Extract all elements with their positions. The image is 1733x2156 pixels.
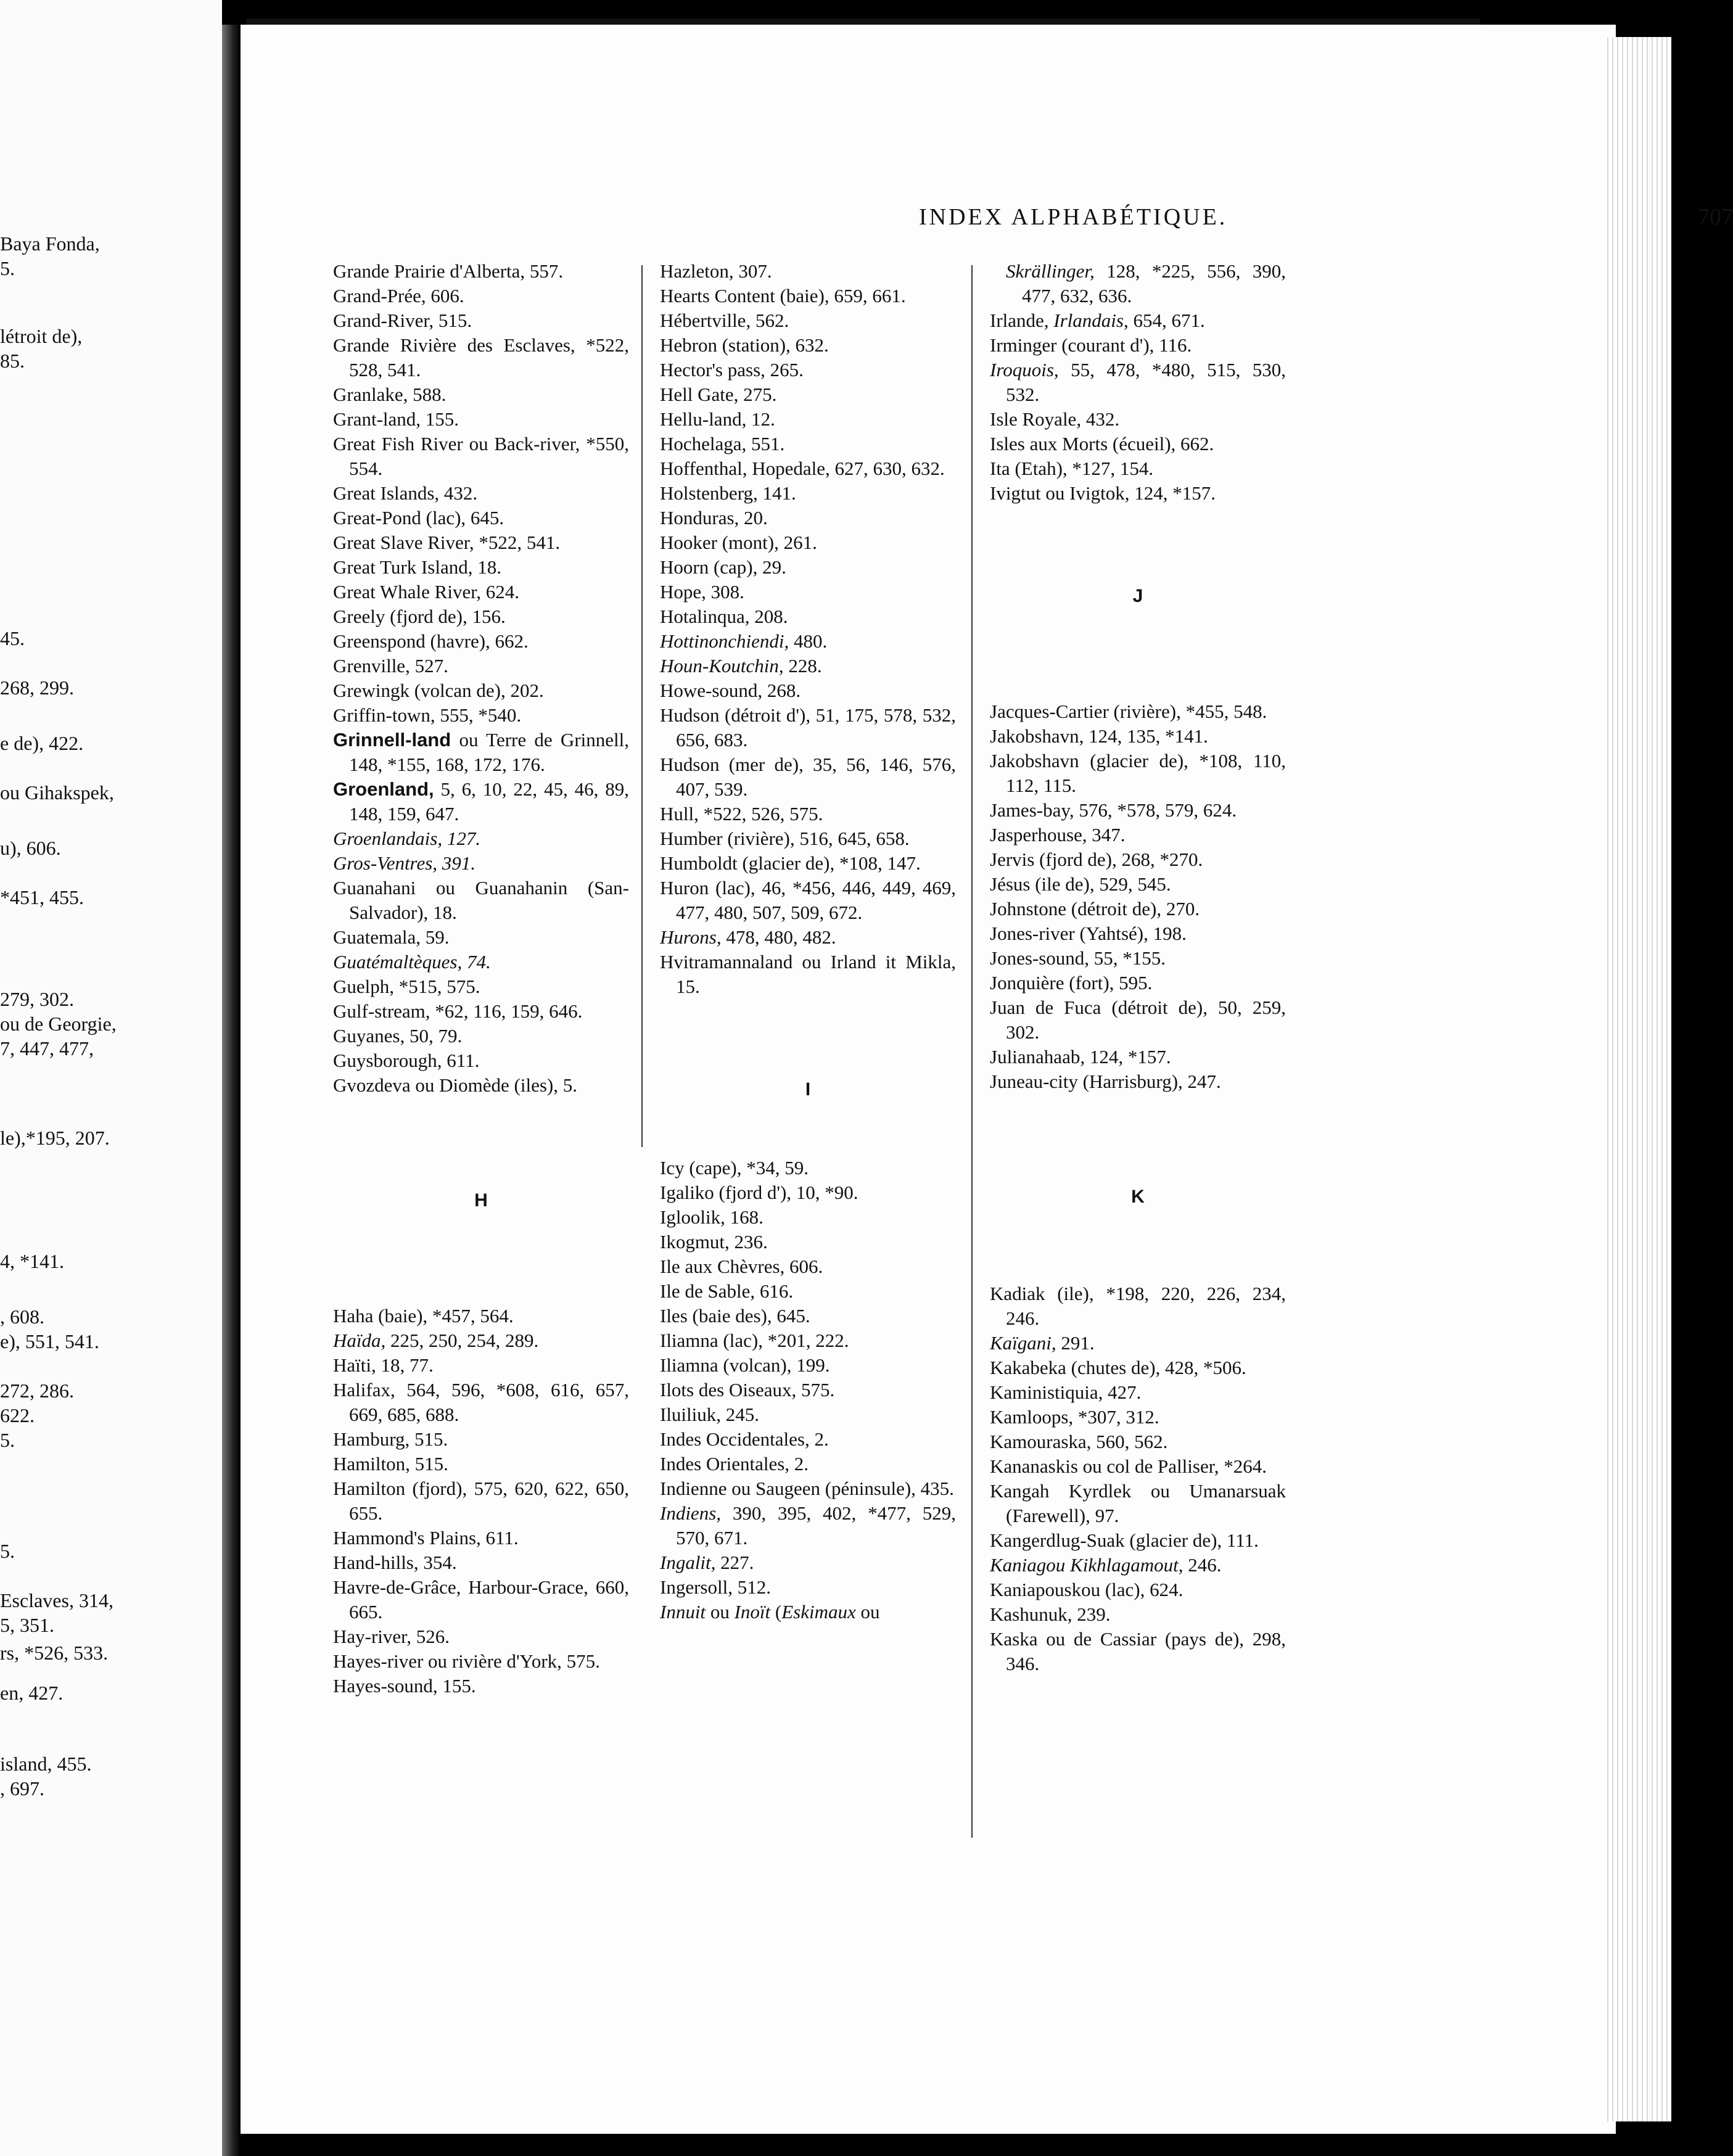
index-entry: Juneau-city (Harrisburg), 247. [990,1071,1221,1092]
entry-references: 291. [1056,1332,1095,1354]
facing-page-text: u), 606. [0,837,61,859]
index-entry: Kamloops, *307, 312. [990,1406,1159,1428]
index-entry: Hell Gate, 275. [660,384,777,405]
index-entry: Innuit ou Inoït (Eskimaux ou [660,1601,880,1623]
index-entry: Hoorn (cap), 29. [660,556,786,578]
index-entry: Hvitramannaland ou Irland it Mikla, 15. [660,951,956,997]
facing-page-text: 4, *141. [0,1250,64,1272]
index-entry: Ingersoll, 512. [660,1576,771,1598]
facing-page-text: rs, *526, 533. [0,1642,109,1664]
facing-page-text: Esclaves, 314, [0,1589,113,1611]
index-entry: Kamouraska, 560, 562. [990,1431,1168,1452]
index-entry: Icy (cape), *34, 59. [660,1157,809,1179]
facing-page-text: 45. [0,627,25,649]
index-entry: Great Whale River, 624. [333,581,520,603]
section-gap [990,1208,1286,1282]
index-entry: Kangah Kyrdlek ou Umanarsuak (Farewell), 97. [990,1480,1286,1526]
index-entry: Great Islands, 432. [333,482,478,504]
index-entry: Granlake, 588. [333,384,447,405]
section-letter-heading: K [1131,1187,1145,1207]
index-entry: Kaniapouskou (lac), 624. [990,1579,1183,1600]
entry-headword: Groenland, [333,778,434,800]
entry-headword: Haïda, [333,1330,386,1351]
entry-headword: Iroquois, [990,359,1059,381]
index-entry: Isles aux Morts (écueil), 662. [990,433,1214,455]
index-entry: Hudson (mer de), 35, 56, 146, 576, 407, 539. [660,754,956,800]
index-entry: Indes Occidentales, 2. [660,1428,829,1450]
index-entry: Gros-Ventres, 391. [333,852,476,874]
index-entry: Hull, *522, 526, 575. [660,803,823,825]
entry-references: 5, 6, 10, 22, 45, 46, 89, 148, 159, 647. [349,778,629,825]
index-entry: Kaministiquia, 427. [990,1381,1142,1403]
index-entry: Hamburg, 515. [333,1428,448,1450]
column-rule [971,265,973,1838]
index-entry: Ita (Etah), *127, 154. [990,458,1154,479]
index-entry: Groenlandais, 127. [333,828,481,849]
index-entry: Howe-sound, 268. [660,680,801,701]
facing-page-text: 272, 286. [0,1380,74,1402]
index-entry: Julianahaab, 124, *157. [990,1046,1171,1068]
facing-page-text: 5. [0,1429,15,1451]
index-entry: Haïti, 18, 77. [333,1354,434,1376]
index-entry [660,654,956,678]
index-entry: Juan de Fuca (détroit de), 50, 259, 302. [990,997,1286,1043]
index-entry: Hand-hills, 354. [333,1552,457,1573]
index-entry: Grenville, 527. [333,655,448,677]
page-stack-edge [1603,37,1671,2121]
index-entry: Igaliko (fjord d'), 10, *90. [660,1182,858,1203]
index-entry: Irminger (courant d'), 116. [990,334,1192,356]
entry-headword: Kaniagou Kikhlagamout, [990,1554,1183,1576]
index-entry: Hotalinqua, 208. [660,606,788,627]
index-entry: Irlande, Irlandais, 654, 671. [990,310,1205,331]
entry-headword: Skrällinger, [1006,260,1095,282]
index-entry: Iluiliuk, 245. [660,1404,760,1425]
running-title: INDEX ALPHABÉTIQUE. [919,204,1228,230]
index-entry: Guelph, *515, 575. [333,976,480,997]
index-entry: Honduras, 20. [660,507,768,529]
facing-page-text: ou Gihakspek, [0,781,114,804]
facing-page-text: , 697. [0,1777,44,1800]
index-entry: Hochelaga, 551. [660,433,785,455]
entry-headword: Indiens, [660,1502,722,1524]
index-entry: Grand-River, 515. [333,310,472,331]
index-entry: Greenspond (havre), 662. [333,630,529,652]
facing-page-text: 5, 351. [0,1614,54,1636]
index-entry: Ikogmut, 236. [660,1231,768,1253]
index-page [241,25,1733,2134]
index-entry: Guatemala, 59. [333,926,450,948]
section-gap [990,607,1286,699]
index-entry: Hebron (station), 632. [660,334,829,356]
index-entry: Grande Prairie d'Alberta, 557. [333,260,564,282]
index-entry: Halifax, 564, 596, *608, 616, 657, 669, 685, 688. [333,1379,629,1425]
entry-headword: Ingalit, [660,1552,716,1573]
index-entry: Iliamna (lac), *201, 222. [660,1330,849,1351]
section-gap [990,506,1286,586]
page-header [672,204,1733,241]
index-entry: Hector's pass, 265. [660,359,804,381]
index-entry: Greely (fjord de), 156. [333,606,506,627]
index-entry: Kaska ou de Cassiar (pays de), 298, 346. [990,1628,1286,1674]
section-gap [333,1098,629,1190]
index-entry: Igloolik, 168. [660,1206,764,1228]
index-entry: James-bay, 576, *578, 579, 624. [990,799,1237,821]
section-letter-heading: H [474,1190,488,1211]
entry-headword: Grinnell-land [333,729,451,751]
entry-references: 480. [789,630,828,652]
index-entry [333,728,629,777]
index-entry: Havre-de-Grâce, Harbour-Grace, 660, 665. [333,1576,629,1623]
index-entry: Kadiak (ile), *198, 220, 226, 234, 246. [990,1283,1286,1329]
section-letter-heading: I [805,1079,811,1100]
index-entry [660,1550,956,1575]
index-entry: Gvozdeva ou Diomède (iles), 5. [333,1074,577,1096]
index-entry: Iles (baie des), 645. [660,1305,810,1327]
index-entry: Hamilton, 515. [333,1453,448,1475]
entry-references: 478, 480, 482. [721,926,836,948]
index-entry: Humber (rivière), 516, 645, 658. [660,828,910,849]
index-entry: Hoffenthal, Hopedale, 627, 630, 632. [660,458,945,479]
index-column-2 [660,259,956,1624]
index-entry: Jones-sound, 55, *155. [990,947,1166,969]
facing-page-text: , 608. [0,1306,44,1328]
entry-references: 227. [715,1552,754,1573]
section-gap [660,999,956,1079]
index-entry: Ile de Sable, 616. [660,1280,794,1302]
index-entry: Great Turk Island, 18. [333,556,501,578]
index-entry: Hellu-land, 12. [660,408,775,430]
index-entry: Ivigtut ou Ivigtok, 124, *157. [990,482,1216,504]
index-entry: Indienne ou Saugeen (péninsule), 435. [660,1478,954,1499]
index-entry: Griffin-town, 555, *540. [333,704,522,726]
facing-page-text: 7, 447, 477, [0,1037,94,1059]
entry-headword: Kaïgani, [990,1332,1056,1354]
facing-page-text: e de), 422. [0,732,84,754]
facing-page-text: 622. [0,1404,35,1426]
index-entry [333,777,629,826]
index-entry: Jonquière (fort), 595. [990,972,1153,994]
facing-page-text: island, 455. [0,1753,92,1775]
index-entry: Grant-land, 155. [333,408,459,430]
facing-page-text: en, 427. [0,1682,64,1704]
entry-references: 390, 395, 402, *477, 529, 570, 671. [676,1502,956,1549]
index-entry: Hayes-sound, 155. [333,1675,476,1697]
facing-page-text: 5. [0,257,15,279]
facing-page-text: Baya Fonda, [0,232,100,255]
index-entry: Hayes-river ou rivière d'York, 575. [333,1650,600,1672]
index-entry: Holstenberg, 141. [660,482,796,504]
index-entry [333,1328,629,1353]
facing-page-text: 268, 299. [0,677,74,699]
index-entry [660,925,956,950]
index-entry: Hammond's Plains, 611. [333,1527,519,1549]
index-entry: Ile aux Chèvres, 606. [660,1256,823,1277]
index-entry: Hudson (détroit d'), 51, 175, 578, 532, 656, 683. [660,704,956,751]
index-entry: Great-Pond (lac), 645. [333,507,504,529]
index-entry: Kananaskis ou col de Palliser, *264. [990,1455,1267,1477]
index-entry: Hearts Content (baie), 659, 661. [660,285,906,307]
index-entry: Grand-Prée, 606. [333,285,464,307]
index-entry: Iliamna (volcan), 199. [660,1354,830,1376]
index-entry [660,1501,956,1550]
index-entry: Kangerdlug-Suak (glacier de), 111. [990,1529,1259,1551]
facing-page-text: *451, 455. [0,886,84,908]
book-gutter [222,25,241,2156]
index-entry: Jervis (fjord de), 268, *270. [990,849,1203,870]
entry-headword: Hurons, [660,926,722,948]
index-entry [990,259,1286,308]
entry-references: 55, 478, *480, 515, 530, 532. [1006,359,1286,405]
index-entry: Humboldt (glacier de), *108, 147. [660,852,921,874]
facing-page-text: 5. [0,1540,15,1562]
index-entry: Jones-river (Yahtsé), 198. [990,923,1187,944]
entry-references: 228. [783,655,822,677]
index-entry: Johnstone (détroit de), 270. [990,898,1200,920]
index-entry: Gulf-stream, *62, 116, 159, 646. [333,1000,583,1022]
section-gap [990,1094,1286,1187]
index-entry: Haha (baie), *457, 564. [333,1305,514,1327]
entry-headword: Hottinonchiendi, [660,630,789,652]
section-letter-heading: J [1132,586,1143,606]
index-entry: Kashunuk, 239. [990,1603,1111,1625]
facing-page-text: ou de Georgie, [0,1013,117,1035]
facing-page-text: 279, 302. [0,988,74,1010]
column-rule [641,265,643,1147]
section-gap [660,1100,956,1156]
index-entry: Isle Royale, 432. [990,408,1120,430]
index-entry [990,1553,1286,1578]
facing-page-text: létroit de), [0,325,83,347]
entry-references: 225, 250, 254, 289. [385,1330,539,1351]
index-entry: Jésus (ile de), 529, 545. [990,873,1171,895]
index-entry: Jacques-Cartier (rivière), *455, 548. [990,701,1267,722]
facing-page-text: 85. [0,350,25,372]
entry-references: 128, *225, 556, 390, 477, 632, 636. [1022,260,1286,307]
facing-page-text: e), 551, 541. [0,1330,99,1352]
page-number: 707 [1698,204,1733,230]
index-entry: Hope, 308. [660,581,744,603]
index-entry: Jasperhouse, 347. [990,824,1126,846]
index-entry: Huron (lac), 46, *456, 446, 449, 469, 477, 480, 507, 509, 672. [660,877,956,923]
index-entry: Kakabeka (chutes de), 428, *506. [990,1357,1246,1378]
index-column-1 [333,259,629,1698]
section-gap [333,1211,629,1304]
index-entry: Hébertville, 562. [660,310,789,331]
entry-references: 246. [1183,1554,1222,1576]
index-entry: Hamilton (fjord), 575, 620, 622, 650, 655. [333,1478,629,1524]
index-entry: Hay-river, 526. [333,1626,450,1647]
index-column-3 [990,259,1286,1676]
index-entry: Great Fish River ou Back-river, *550, 554. [333,433,629,479]
index-entry: Guanahani ou Guanahanin (San-Salvador), 18. [333,877,629,923]
index-entry: Hazleton, 307. [660,260,772,282]
facing-page-fragment [0,0,222,2156]
index-entry: Hooker (mont), 261. [660,532,817,553]
index-entry: Grande Rivière des Esclaves, *522, 528, 541. [333,334,629,381]
index-entry [990,1331,1286,1356]
index-entry: Jakobshavn, 124, 135, *141. [990,725,1208,747]
entry-headword: Houn-Koutchin, [660,655,784,677]
index-entry: Guatémaltèques, 74. [333,951,491,973]
index-entry: Great Slave River, *522, 541. [333,532,561,553]
facing-page-text: le),*195, 207. [0,1127,110,1149]
index-entry [990,358,1286,407]
index-entry: Ilots des Oiseaux, 575. [660,1379,835,1401]
index-entry: Guyanes, 50, 79. [333,1025,463,1047]
entry-references: ou Terre de Grinnell, 148, *155, 168, 172, 176. [349,729,629,775]
index-entry [660,629,956,654]
index-entry: Grewingk (volcan de), 202. [333,680,544,701]
index-entry: Guysborough, 611. [333,1050,480,1071]
index-entry: Indes Orientales, 2. [660,1453,809,1475]
index-entry: Jakobshavn (glacier de), *108, 110, 112, 115. [990,750,1286,796]
